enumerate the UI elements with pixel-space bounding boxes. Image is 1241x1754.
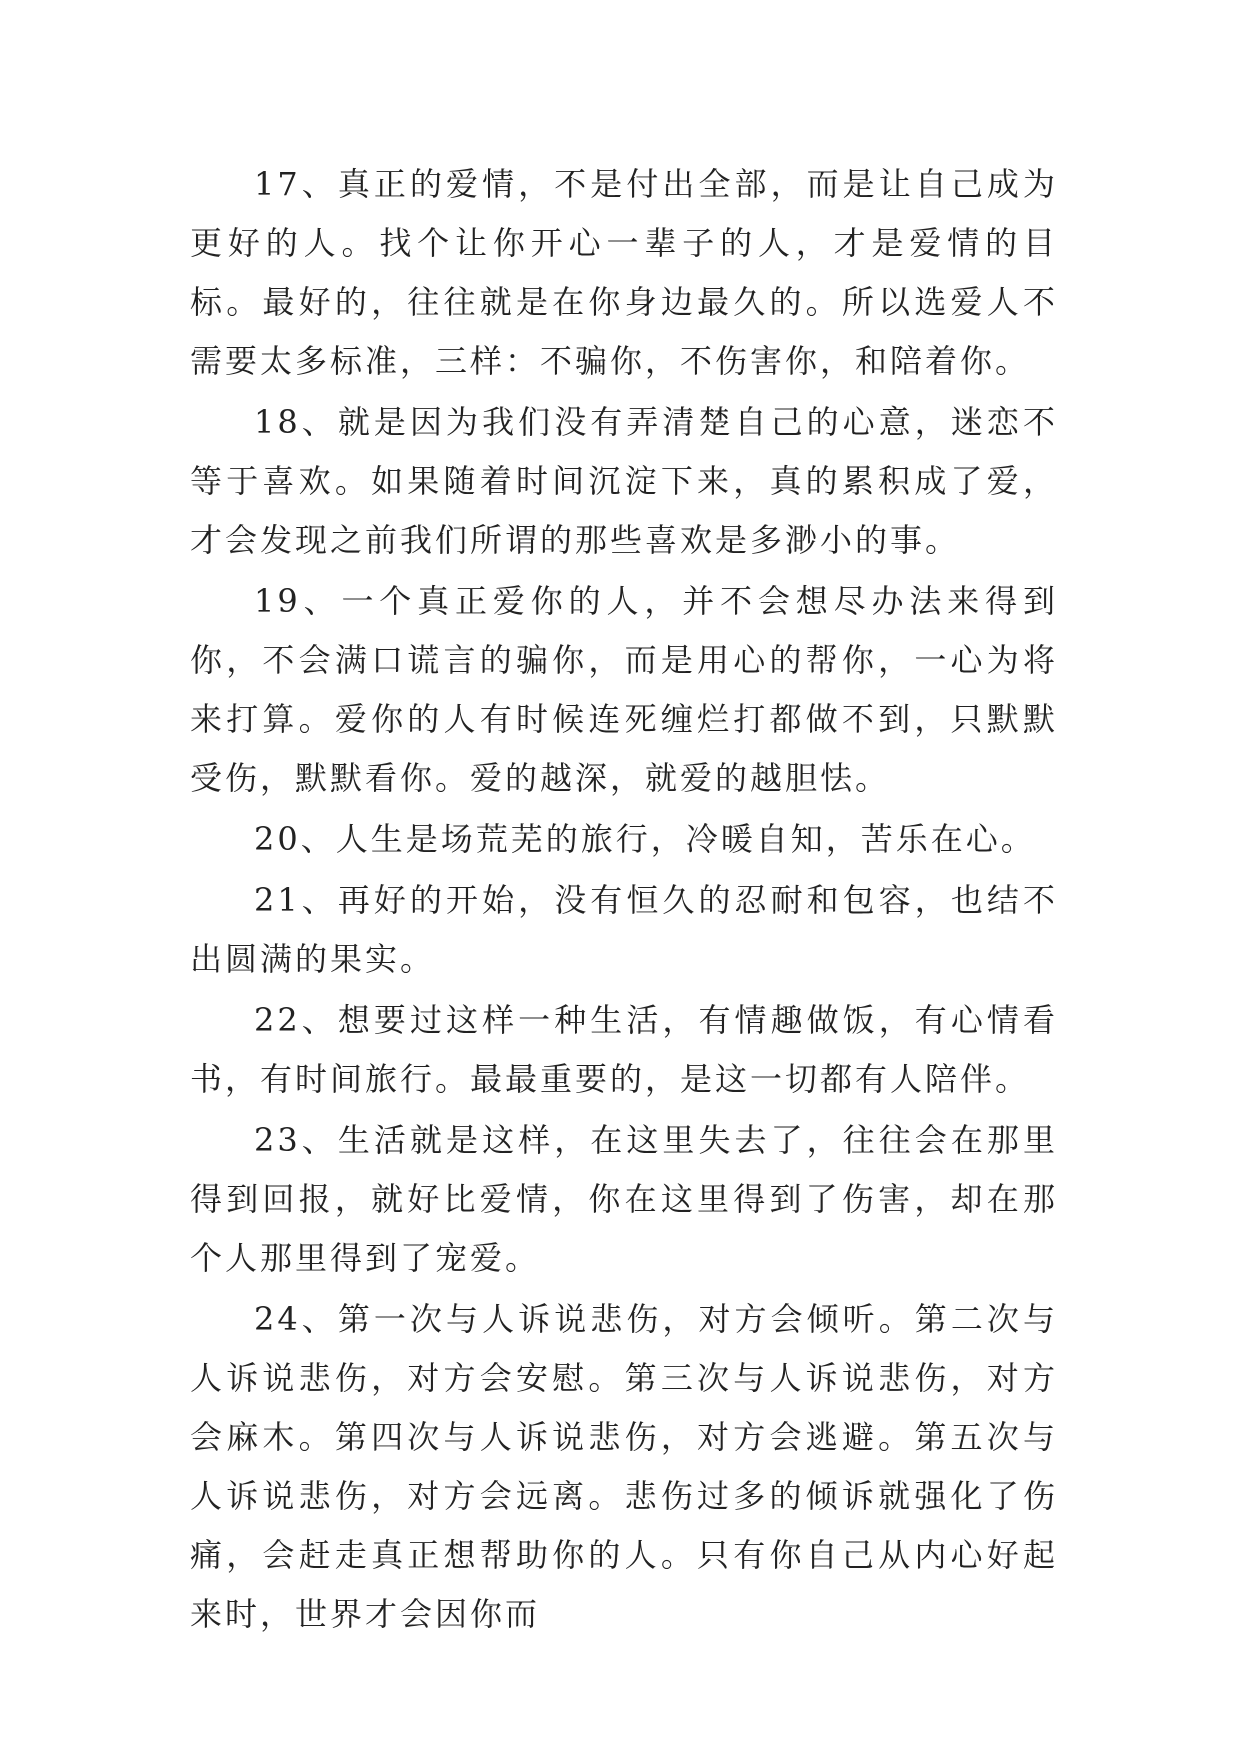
paragraph-24: 24、第一次与人诉说悲伤，对方会倾听。第二次与人诉说悲伤，对方会安慰。第三次与人诉说悲伤，对方会麻木。第四次与人诉说悲伤，对方会逃避。第五次与人诉说悲伤，对方会远离。悲伤过多的倾诉就强化了伤痛，会赶走真正想帮助你的人。只有你自己从内心好起来时，世界才会因你而 (190, 1300, 1058, 1633)
paragraph-22: 22、想要过这样一种生活，有情趣做饭，有心情看书，有时间旅行。最最重要的，是这一切都有人陪伴。 (190, 1001, 1058, 1098)
paragraph-19: 19、一个真正爱你的人，并不会想尽办法来得到你，不会满口谎言的骗你，而是用心的帮你，一心为将来打算。爱你的人有时候连死缠烂打都做不到，只默默受伤，默默看你。爱的越深，就爱的越胆怯。 (190, 582, 1058, 797)
paragraph-21: 21、再好的开始，没有恒久的忍耐和包容，也结不出圆满的果实。 (190, 881, 1058, 978)
paragraph-18: 18、就是因为我们没有弄清楚自己的心意，迷恋不等于喜欢。如果随着时间沉淀下来，真的累积成了爱，才会发现之前我们所谓的那些喜欢是多渺小的事。 (190, 403, 1058, 559)
paragraph-23: 23、生活就是这样，在这里失去了，往往会在那里得到回报，就好比爱情，你在这里得到了伤害，却在那个人那里得到了宠爱。 (190, 1121, 1058, 1277)
paragraph-20: 20、人生是场荒芜的旅行，冷暖自知，苦乐在心。 (254, 820, 1036, 858)
paragraph-17: 17、真正的爱情，不是付出全部，而是让自己成为更好的人。找个让你开心一辈子的人，才是爱情的目标。最好的，往往就是在你身边最久的。所以选爱人不需要太多标准，三样：不骗你，不伤害你，和陪着你。 (190, 165, 1058, 380)
document-page (190, 155, 1058, 1646)
